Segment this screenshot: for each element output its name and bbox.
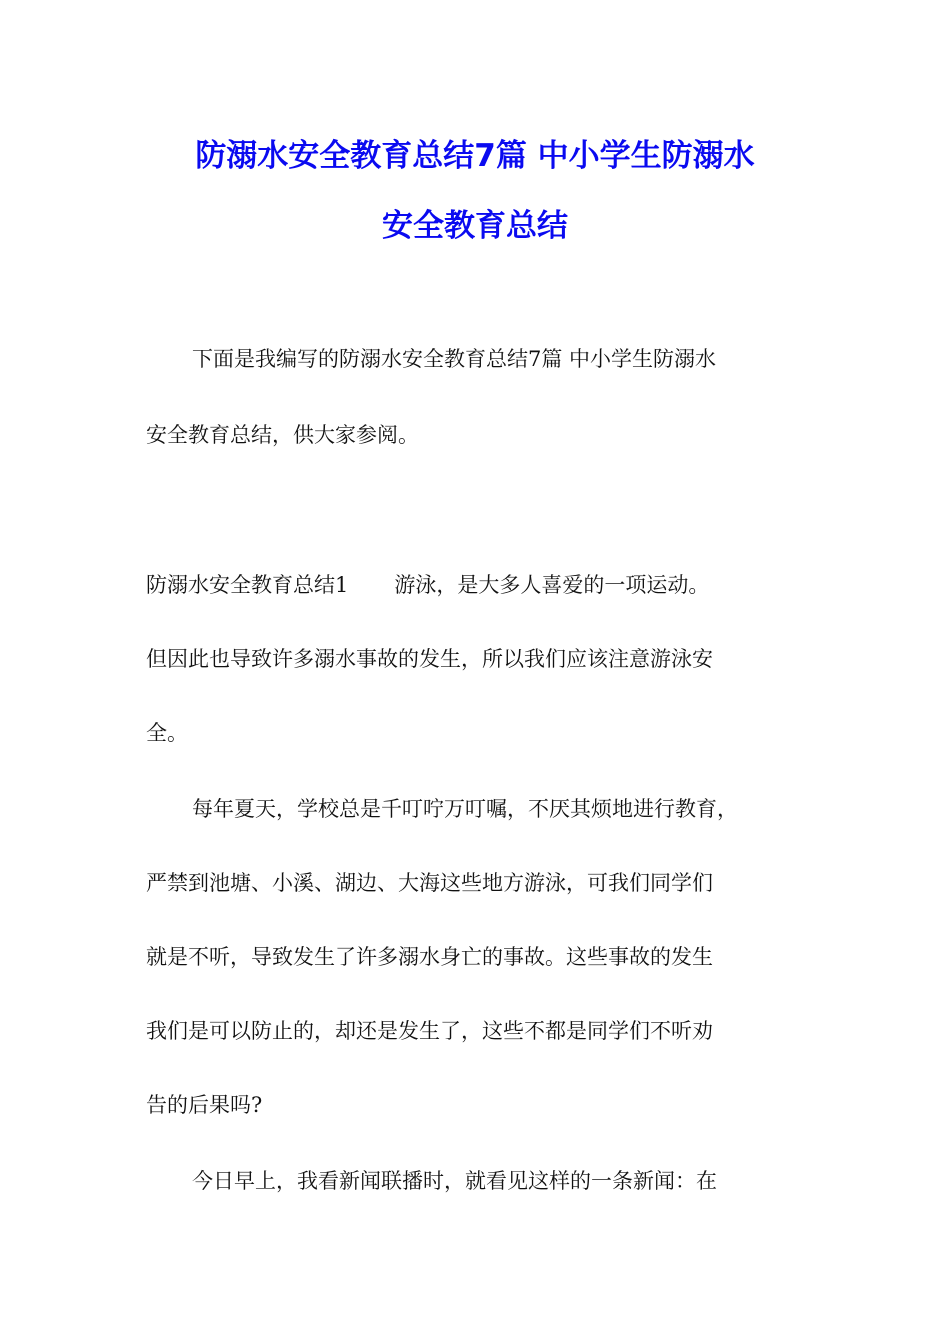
paragraph-2-line-1: 每年夏天，学校总是千叮咛万叮嘱，不厌其烦地进行教育， (192, 797, 738, 821)
paragraph-2-line-3: 就是不听，导致发生了许多溺水身亡的事故。这些事故的发生 (146, 945, 713, 969)
paragraph-2-line-5: 告的后果吗? (146, 1093, 263, 1117)
intro-line-2: 安全教育总结，供大家参阅。 (146, 423, 419, 447)
section-1-line-2: 但因此也导致许多溺水事故的发生，所以我们应该注意游泳安 (146, 647, 713, 671)
paragraph-2-line-4: 我们是可以防止的，却还是发生了，这些不都是同学们不听劝 (146, 1019, 713, 1043)
intro-line-1: 下面是我编写的防溺水安全教育总结7篇 中小学生防溺水 (192, 347, 717, 371)
section-1-line-3: 全。 (146, 721, 188, 745)
paragraph-2-line-2: 严禁到池塘、小溪、湖边、大海这些地方游泳，可我们同学们 (146, 871, 713, 895)
section-1-first-line (146, 570, 709, 600)
section-1-line-1-text: 游泳，是大多人喜爱的一项运动。 (394, 573, 710, 597)
document-title-line-2: 安全教育总结 (382, 208, 568, 244)
paragraph-3-line-1: 今日早上，我看新闻联播时，就看见这样的一条新闻：在 (192, 1169, 717, 1193)
section-1-heading: 防溺水安全教育总结1 (146, 573, 349, 597)
document-title-line-1: 防溺水安全教育总结7篇 中小学生防溺水 (195, 138, 755, 174)
